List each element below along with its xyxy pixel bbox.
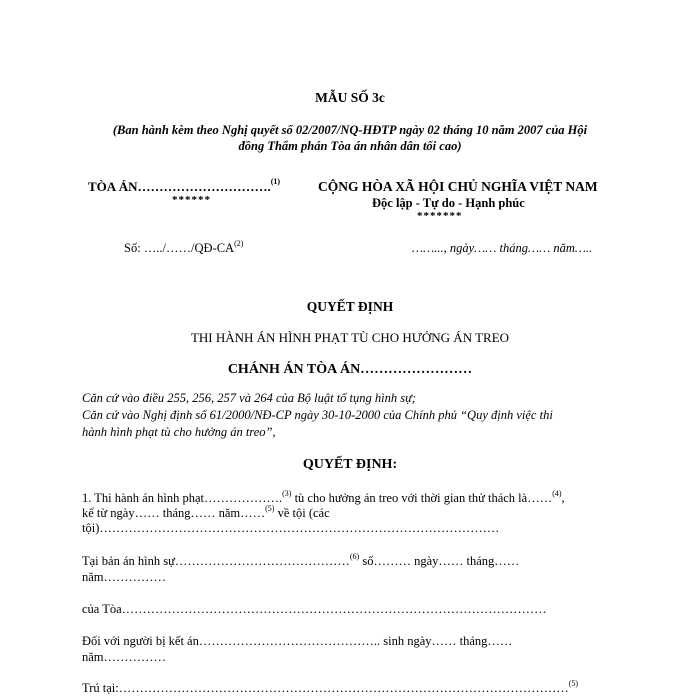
body-line-9: [82, 681, 578, 696]
date-line: ……..., ngày…… tháng…… năm…..: [412, 241, 593, 255]
body-line-1b: tù cho hưởng án treo với thời gian thử thách là……: [291, 491, 553, 505]
body-line-3: tội)……………………………………………………………………………………: [82, 521, 500, 535]
footnote-1: (1): [270, 177, 281, 186]
body-line-5: năm……………: [82, 570, 167, 584]
footnote-5b: (5): [568, 679, 579, 688]
body-line-2: [82, 506, 330, 521]
nation-title: CỘNG HÒA XÃ HỘI CHỦ NGHĨA VIỆT NAM: [318, 179, 598, 194]
footnote-4: (4): [552, 489, 562, 498]
chief-justice-line: CHÁNH ÁN TÒA ÁN……………………: [227, 362, 473, 377]
court-stars: ******: [172, 194, 211, 206]
body-line-4: [82, 554, 519, 569]
body-line-6: của Tòa…………………………………………………………………………………………: [82, 602, 547, 616]
body-line-2b: về tội (các: [274, 506, 330, 520]
body-line-1a: 1. Thi hành án hình phạt……………….: [82, 491, 283, 505]
decision-number: [124, 241, 243, 256]
body-line-7: Đối với người bị kết án…………………………………….. sinh ngày…… tháng……: [82, 634, 513, 648]
footnote-6: (6): [349, 552, 360, 561]
decision-title: QUYẾT ĐỊNH: [306, 299, 394, 314]
form-title: MẪU SỐ 3c: [315, 90, 385, 105]
motto-stars: *******: [417, 210, 463, 222]
footnote-3: (3): [282, 489, 292, 498]
issuance-note-line1: (Ban hành kèm theo Nghị quyết số 02/2007/NQ-HĐTP ngày 02 tháng 10 năm 2007 của Hội: [112, 123, 588, 137]
issuance-note-line2: đồng Thẩm phán Tòa án nhân dân tối cao): [238, 139, 462, 153]
nation-motto: Độc lập - Tự do - Hạnh phúc: [372, 196, 525, 210]
court-label: [88, 179, 280, 195]
footnote-5a: (5): [265, 504, 275, 513]
body-line-2a: kể từ ngày…… tháng…… năm……: [82, 506, 266, 520]
decision-number-text: Số: …../……/QĐ-CA: [124, 241, 235, 255]
legal-basis-line-3: hành hình phạt tù cho hưởng án treo”,: [82, 425, 276, 439]
body-line-4a: Tại bản án hình sự……………………………………: [82, 554, 350, 568]
legal-basis-line-1: Căn cứ vào điều 255, 256, 257 và 264 của Bộ luật tố tụng hình sự;: [82, 391, 417, 405]
body-line-1c: ,: [561, 491, 565, 505]
decision-heading: QUYẾT ĐỊNH:: [302, 457, 398, 472]
footnote-2: (2): [234, 239, 244, 248]
body-line-8: năm……………: [82, 650, 167, 664]
legal-basis-line-2: Căn cứ vào Nghị định số 61/2000/NĐ-CP ngày 30-10-2000 của Chính phủ “Quy định việc thi: [82, 408, 553, 422]
body-line-9a: Trú tại:………………………………………………………………………………………………: [82, 681, 569, 695]
body-line-4b: số……… ngày…… tháng……: [359, 554, 520, 568]
court-label-text: TÒA ÁN………………………….: [88, 179, 271, 194]
decision-subtitle: THI HÀNH ÁN HÌNH PHẠT TÙ CHO HƯỞNG ÁN TREO: [190, 330, 510, 345]
body-line-1: [82, 491, 565, 506]
